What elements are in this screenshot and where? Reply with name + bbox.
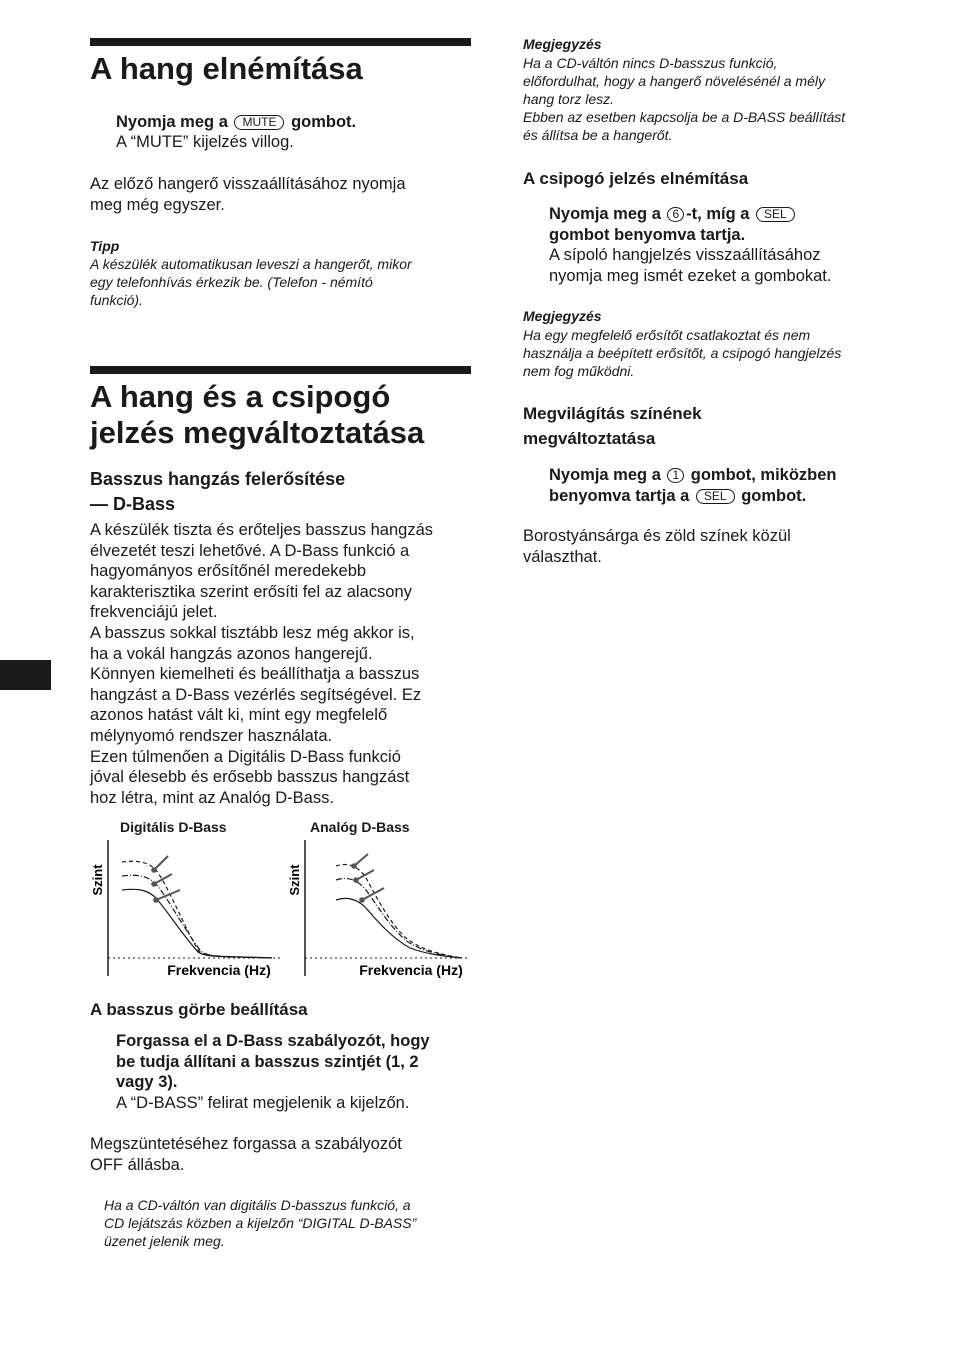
mute-step (116, 112, 356, 133)
color-step (549, 465, 837, 506)
dbass-line: Ezen túlmenően a Digitális D-Bass funkció (90, 747, 401, 766)
color-result (523, 526, 791, 567)
note1-line: előfordulhat, hogy a hangerő növelésénél a mély (523, 73, 825, 89)
note2-line: nem fog működni. (523, 363, 635, 379)
section-rule-2 (90, 366, 471, 374)
dbass-heading-line: Basszus hangzás felerősítése (90, 469, 346, 489)
digital-dot-2 (151, 881, 157, 887)
analog-dot-1 (359, 897, 365, 903)
footnote (104, 1196, 416, 1250)
note1-line: és állítsa be a hangerőt. (523, 127, 673, 143)
analog-curve-2 (336, 878, 462, 958)
page-edge-tab (0, 660, 51, 690)
curve-heading: A basszus görbe beállítása (90, 1000, 308, 1019)
analog-dot-2 (353, 877, 359, 883)
curve-step (116, 1031, 430, 1093)
beep-result-line: A sípoló hangjelzés visszaállításához (549, 246, 821, 264)
digital-pointer-1 (156, 890, 180, 900)
analog-dbass-chart (287, 840, 470, 978)
dbass-heading-line: — D-Bass (90, 494, 176, 514)
note1-line: Ebben az esetben kapcsolja be a D-BASS beállítást (523, 109, 846, 125)
beep-step-line-1 (549, 204, 797, 225)
dbass-line: frekvenciájú jelet. (90, 603, 218, 622)
curve-result: A “D-BASS” felirat megjelenik a kijelzőn. (116, 1094, 410, 1112)
tip-line: A készülék automatikusan leveszi a hangerőt, mikor (90, 256, 412, 272)
analog-curve-1 (336, 898, 462, 958)
digital-dot-1 (153, 897, 159, 903)
digital-pointer-3 (154, 856, 168, 870)
beep-step (549, 204, 797, 245)
analog-y-axis-label: Szint (287, 864, 302, 896)
digital-curve-2 (122, 875, 272, 958)
digital-dot-3 (151, 867, 157, 873)
color-step-pre: Nyomja meg a (549, 466, 661, 484)
sel-key-icon: SEL (756, 207, 795, 222)
curve-step-line: Forgassa el a D-Bass szabályozót, hogy (116, 1032, 430, 1050)
digital-curve-1 (122, 889, 272, 958)
note2-line: használja a beépített erősítőt, a csipogó hangjelzés (523, 345, 842, 361)
section-rule-1 (90, 38, 471, 46)
dbass-line: A basszus sokkal tisztább lesz még akkor is, (90, 623, 415, 642)
dbass-line: mélynyomó rendszer használata. (90, 726, 333, 745)
tip-line: funkció). (90, 292, 143, 308)
analog-dbass-title: Analóg D-Bass (310, 819, 410, 835)
dbass-line: ha a vokál hangzás azonos hangerejű. (90, 644, 373, 663)
digital-y-axis-label: Szint (90, 864, 105, 896)
section-title-line: A hang és a csipogó (90, 379, 391, 414)
beep-result-line: nyomja meg ismét ezeket a gombokat. (549, 266, 832, 285)
color-step-line-1 (549, 465, 837, 486)
note2-label: Megjegyzés (523, 308, 602, 324)
footnote-line: CD lejátszás közben a kijelzőn “DIGITAL D-BASS” (104, 1215, 417, 1231)
dbass-diagrams (86, 838, 478, 984)
curve-step-line: vagy 3). (116, 1073, 178, 1092)
cancel-line: Megszüntetéséhez forgassa a szabályozót (90, 1135, 402, 1153)
color-step-line2-pre: benyomva tartja a (549, 486, 690, 505)
beep-heading: A csipogó jelzés elnémítása (523, 169, 749, 188)
color-heading-line: megváltoztatása (523, 429, 656, 448)
mute-restore-line: meg még egyszer. (90, 195, 225, 214)
note1-label: Megjegyzés (523, 36, 602, 52)
note1-text (523, 54, 845, 144)
digital-pointer-2 (154, 874, 172, 884)
color-step-line-2 (549, 486, 837, 507)
tip-label: Tipp (90, 238, 120, 254)
color-result-line: Borostyánsárga és zöld színek közül (523, 527, 791, 545)
mute-step-result: A “MUTE” kijelzés villog. (116, 133, 294, 151)
section-title-mute: A hang elnémítása (90, 51, 363, 86)
cancel-text (90, 1134, 402, 1175)
dbass-description (90, 520, 433, 808)
dbass-line: hangzást a D-Bass vezérlés segítségével. Ez (90, 685, 422, 704)
analog-pointer-2 (356, 870, 374, 880)
digital-x-axis-label: Frekvencia (Hz) (167, 962, 271, 978)
note1-line: hang torz lesz. (523, 91, 615, 107)
note1-line: Ha a CD-váltón nincs D-basszus funkció, (523, 55, 778, 71)
dbass-line: hoz létra, mint az Analóg D-Bass. (90, 788, 334, 807)
mute-step-pre: Nyomja meg a (116, 113, 228, 131)
dbass-line: karakterisztika szerint erősíti fel az alacsony (90, 582, 412, 601)
dbass-line: azonos hatást vált ki, mint egy megfelelő (90, 706, 388, 725)
digital-dbass-chart (90, 840, 282, 978)
footnote-line: Ha a CD-váltón van digitális D-basszus funkció, a (104, 1197, 411, 1213)
analog-x-axis-label: Frekvencia (Hz) (359, 962, 463, 978)
key-1-icon: 1 (667, 468, 684, 483)
mute-step-post: gombot. (291, 113, 357, 131)
beep-step-mid: -t, míg a (686, 205, 750, 223)
color-heading-line: Megvilágítás színének (523, 404, 702, 423)
color-step-line2-post: gombot. (741, 486, 807, 505)
key-6-icon: 6 (667, 207, 684, 222)
note2-line: Ha egy megfelelő erősítőt csatlakoztat és nem (523, 327, 811, 343)
footnote-line: üzenet jelenik meg. (104, 1233, 225, 1249)
mute-restore-text (90, 174, 406, 215)
beep-step-pre: Nyomja meg a (549, 205, 661, 223)
dbass-heading (90, 467, 345, 517)
analog-dot-3 (351, 863, 357, 869)
color-heading (523, 401, 702, 451)
tip-text (90, 255, 412, 309)
color-step-mid: gombot, miközben (690, 466, 837, 484)
dbass-line: Könnyen kiemelheti és beállíthatja a basszus (90, 665, 420, 684)
dbass-line: élvezetét teszi lehetővé. A D-Bass funkció a (90, 541, 410, 560)
beep-step-line-2: gombot benyomva tartja. (549, 225, 746, 244)
tip-line: egy telefonhívás érkezik be. (Telefon - némító (90, 274, 373, 290)
cancel-line: OFF állásba. (90, 1155, 185, 1174)
sel-key-icon: SEL (696, 489, 735, 504)
note2-text (523, 326, 841, 380)
digital-dbass-title: Digitális D-Bass (120, 819, 227, 835)
mute-restore-line: Az előző hangerő visszaállításához nyomja (90, 175, 406, 193)
curve-step-line: be tudja állítani a basszus szintjét (1, 2 (116, 1052, 419, 1071)
section-title-sound (90, 379, 424, 451)
beep-result (549, 245, 831, 286)
dbass-line: jóval élesebb és erősebb basszus hangzást (90, 768, 410, 787)
section-title-line: jelzés megváltoztatása (90, 415, 425, 450)
mute-key-icon: MUTE (234, 115, 284, 130)
dbass-line: A készülék tiszta és erőteljes basszus hangzás (90, 521, 434, 539)
digital-curve-3 (122, 861, 272, 958)
color-result-line: választhat. (523, 547, 602, 566)
dbass-line: hagyományos erősítőnél meredekebb (90, 562, 367, 581)
